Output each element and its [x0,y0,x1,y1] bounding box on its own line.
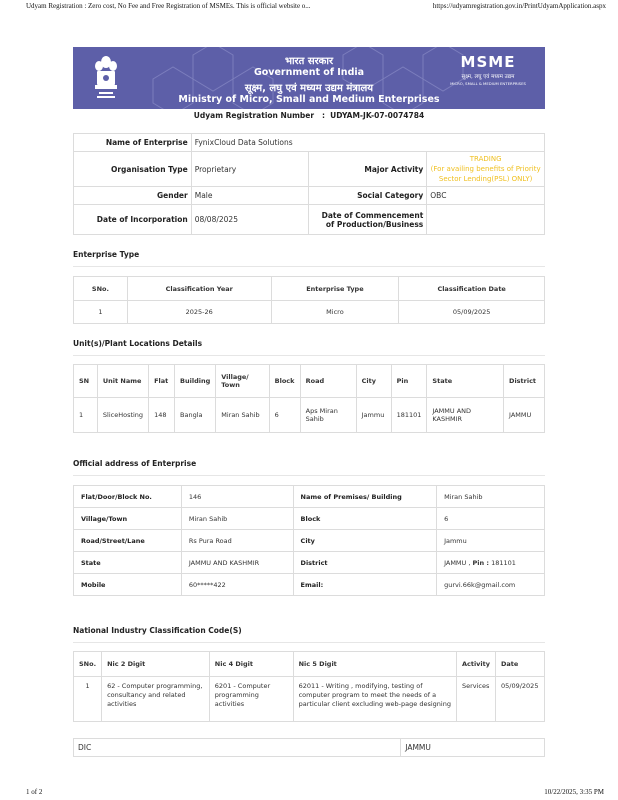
table-cell: 05/09/2025 [495,677,544,722]
social-category-value: OBC [427,187,545,205]
table-cell: 1 [74,398,98,433]
table-cell: 6 [269,398,300,433]
table-cell: 1 [74,301,128,324]
page-number: 1 of 2 [26,788,43,796]
table-header: Activity [456,652,495,677]
table-cell: Miran Sahib [216,398,269,433]
table-cell: 1 [74,677,102,722]
banner-hindi-government: भारत सरकार [284,56,334,67]
enterprise-type-table [73,276,545,324]
banner-ministry: Ministry of Micro, Small and Medium Enterprises [178,94,440,105]
road-value: Rs Pura Road [181,530,293,552]
district-value: JAMMU , [444,558,471,567]
print-header-url: https://udyamregistration.gov.in/PrintUdyamApplication.aspx [432,2,606,10]
date-of-commencement-label: Date of Commencement of Production/Business [309,205,427,235]
registration-label: Udyam Registration Number [193,111,315,120]
msme-logo-text: MSME [460,53,516,71]
city-label: City [293,530,437,552]
section-divider [73,475,545,476]
pin-label: Pin : [472,558,489,567]
banner-hindi-ministry: सूक्ष्म, लघु एवं मध्यम उद्यम मंत्रालय [244,83,374,94]
email-label: Email: [293,574,437,596]
section-divider [73,355,545,356]
table-cell: SliceHosting [97,398,148,433]
udyam-registration-number [73,111,545,120]
social-category-label: Social Category [309,187,427,205]
section-divider [73,642,545,643]
table-row [74,301,545,324]
dic-table [73,738,545,757]
name-of-enterprise-value: FynixCloud Data Solutions [191,134,544,152]
table-header: Village/ Town [216,365,269,398]
name-of-enterprise-label: Name of Enterprise [74,134,192,152]
table-cell: 148 [149,398,175,433]
table-header: Nic 5 Digit [293,652,456,677]
dic-value: JAMMU [401,739,545,757]
district-label: District [293,552,437,574]
organisation-type-label: Organisation Type [74,152,192,187]
table-header: Flat [149,365,175,398]
village-value: Miran Sahib [181,508,293,530]
premises-value: Miran Sahib [437,486,545,508]
organisation-type-value: Proprietary [191,152,309,187]
official-address-title: Official address of Enterprise [73,459,197,468]
flat-label: Flat/Door/Block No. [74,486,182,508]
major-activity-label: Major Activity [309,152,427,187]
table-header: State [427,365,504,398]
msme-logo-hindi: सूक्ष्म, लघु एवं मध्यम उद्यम [461,74,515,80]
table-row [74,677,545,722]
table-cell: 6201 - Computer programming activities [209,677,293,722]
table-cell: Micro [271,301,399,324]
table-header: Block [269,365,300,398]
gender-label: Gender [74,187,192,205]
unit-locations-table [73,364,545,433]
table-cell: 05/09/2025 [399,301,545,324]
enterprise-details-table [73,133,545,235]
print-header-title: Udyam Registration : Zero cost, No Fee and Free Registration of MSMEs. This is official website o... [26,2,311,10]
gender-value: Male [191,187,309,205]
msme-logo-english: MICRO, SMALL & MEDIUM ENTERPRISES [450,81,526,86]
table-cell: Aps Miran Sahib [300,398,356,433]
table-header: City [356,365,391,398]
table-header: SNo. [74,652,102,677]
table-cell: 2025-26 [127,301,271,324]
table-cell: Jammu [356,398,391,433]
date-of-incorporation-value: 08/08/2025 [191,205,309,235]
official-address-table [73,485,545,596]
table-header: Date [495,652,544,677]
msme-logo [439,53,537,86]
mobile-label: Mobile [74,574,182,596]
table-header: Unit Name [97,365,148,398]
registration-separator: : [321,111,325,120]
table-header: SNo. [74,277,128,301]
table-cell: Bangla [175,398,216,433]
enterprise-type-title: Enterprise Type [73,250,140,259]
table-header: Classification Year [127,277,271,301]
major-activity-value [427,152,545,187]
section-divider [73,266,545,267]
table-cell: 181101 [391,398,427,433]
major-activity-note: (For availing benefits of Priority Sector Lending(PSL) ONLY) [430,165,541,183]
table-cell: Services [456,677,495,722]
flat-value: 146 [181,486,293,508]
table-header: Nic 4 Digit [209,652,293,677]
table-cell: 62 - Computer programming, consultancy and related activities [102,677,210,722]
dic-label: DIC [74,739,401,757]
date-of-commencement-value [427,205,545,235]
table-header: Enterprise Type [271,277,399,301]
table-header: Pin [391,365,427,398]
state-value: JAMMU AND KASHMIR [181,552,293,574]
table-cell: 62011 - Writing , modifying, testing of computer program to meet the needs of a particular client excluding web-page designing [293,677,456,722]
registration-value: UDYAM-JK-07-0074784 [330,111,425,120]
print-datetime: 10/22/2025, 3:35 PM [544,788,604,796]
print-footer [0,788,618,800]
pin-value: 181101 [491,558,516,567]
block-value: 6 [437,508,545,530]
unit-locations-title: Unit(s)/Plant Locations Details [73,339,203,348]
print-header [0,0,618,14]
table-header: Building [175,365,216,398]
table-cell: JAMMU [504,398,545,433]
banner-government: Government of India [253,67,365,78]
district-pin-value [437,552,545,574]
major-activity-trading: TRADING [469,155,502,163]
nic-title: National Industry Classification Code(S) [73,626,242,635]
table-header: Road [300,365,356,398]
table-header: SN [74,365,98,398]
table-row [74,398,545,433]
table-header: Nic 2 Digit [102,652,210,677]
mobile-value: 60*****422 [181,574,293,596]
premises-label: Name of Premises/ Building [293,486,437,508]
block-label: Block [293,508,437,530]
table-header: District [504,365,545,398]
village-label: Village/Town [74,508,182,530]
city-value: Jammu [437,530,545,552]
state-label: State [74,552,182,574]
table-header: Classification Date [399,277,545,301]
date-of-incorporation-label: Date of Incorporation [74,205,192,235]
nic-codes-table [73,651,545,722]
email-value: gurvi.66k@gmail.com [437,574,545,596]
table-cell: JAMMU AND KASHMIR [427,398,504,433]
ministry-banner [73,47,545,109]
road-label: Road/Street/Lane [74,530,182,552]
